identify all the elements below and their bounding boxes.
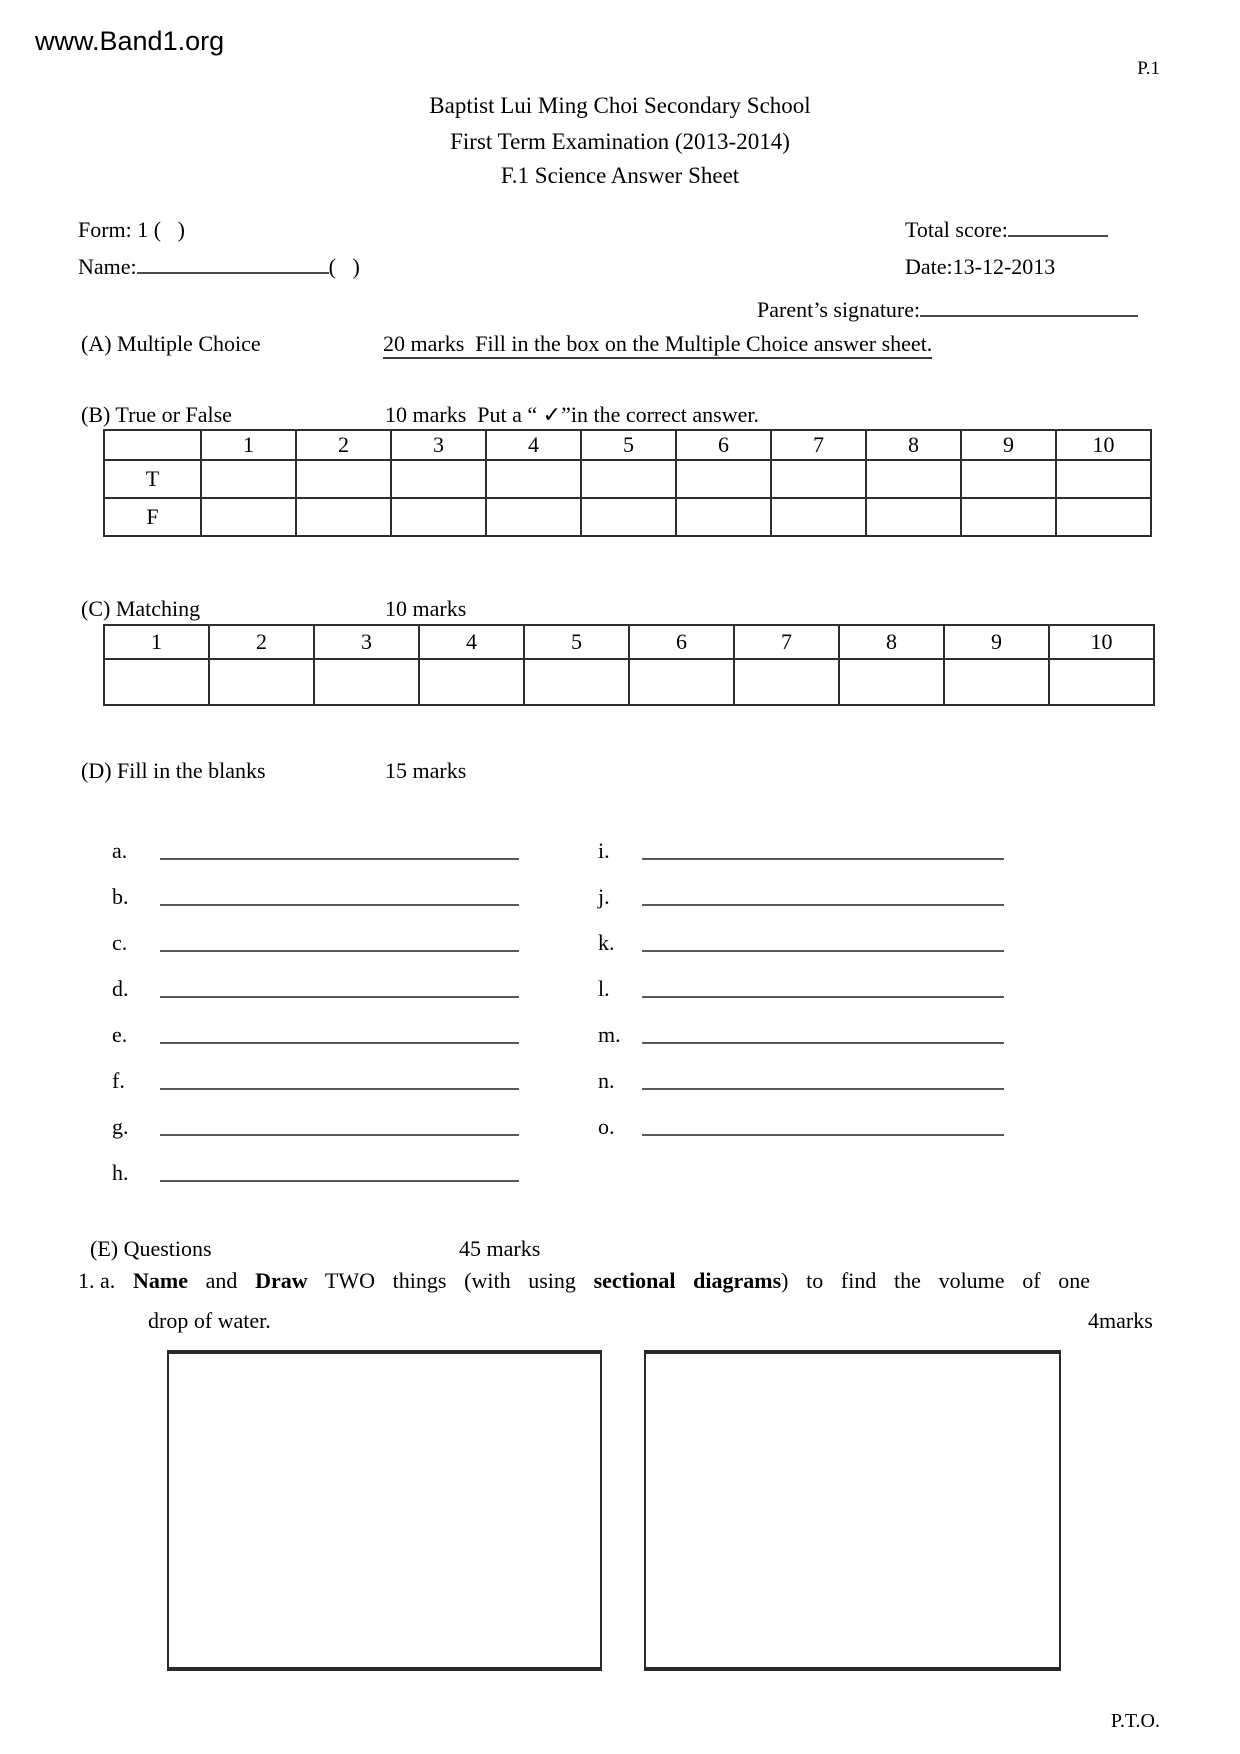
section-c-instruction: 10 marks <box>385 596 467 621</box>
tf-col-header: 10 <box>1056 430 1151 460</box>
tf-answer-cell[interactable] <box>866 460 961 498</box>
tf-col-header: 6 <box>676 430 771 460</box>
section-e-title: (E) Questions <box>90 1236 212 1261</box>
blank-answer-line[interactable] <box>160 904 519 906</box>
matching-answer-row <box>104 659 1154 705</box>
matching-col-header: 1 <box>104 625 209 659</box>
tf-col-header: 2 <box>296 430 391 460</box>
blank-letter-label: n. <box>598 1068 615 1093</box>
tf-answer-cell[interactable] <box>201 498 296 536</box>
matching-col-header: 8 <box>839 625 944 659</box>
section-a-instruction: 20 marks Fill in the box on the Multiple Choice answer sheet. <box>383 331 932 359</box>
matching-col-header: 6 <box>629 625 734 659</box>
blank-answer-line[interactable] <box>160 996 519 998</box>
matching-answer-cell[interactable] <box>524 659 629 705</box>
tf-answer-cell[interactable] <box>771 498 866 536</box>
parent-signature-label: Parent’s signature: <box>757 297 921 322</box>
blank-answer-line[interactable] <box>642 1088 1004 1090</box>
form-label: Form: 1 ( ) <box>78 217 185 242</box>
section-b-title: (B) True or False <box>81 402 232 427</box>
section-d-title: (D) Fill in the blanks <box>81 758 266 783</box>
matching-col-header: 3 <box>314 625 419 659</box>
question-1a-text-line2: drop of water. <box>148 1308 271 1333</box>
tf-answer-cell[interactable] <box>1056 498 1151 536</box>
question-1a-number: 1. a. <box>78 1268 116 1293</box>
tf-answer-cell[interactable] <box>391 460 486 498</box>
blank-letter-label: c. <box>112 930 128 955</box>
blank-answer-line[interactable] <box>160 1088 519 1090</box>
name-line[interactable] <box>137 254 329 274</box>
matching-answer-cell[interactable] <box>1049 659 1154 705</box>
blank-letter-label: a. <box>112 838 128 863</box>
blank-answer-line[interactable] <box>642 996 1004 998</box>
tf-col-header: 7 <box>771 430 866 460</box>
name-label: Name: <box>78 254 137 279</box>
blank-letter-label: h. <box>112 1160 129 1185</box>
blank-answer-line[interactable] <box>160 1134 519 1136</box>
total-score-line[interactable] <box>1008 217 1108 237</box>
tf-answer-cell[interactable] <box>961 460 1056 498</box>
blank-answer-line[interactable] <box>642 1134 1004 1136</box>
tf-answer-cell[interactable] <box>866 498 961 536</box>
matching-col-header: 7 <box>734 625 839 659</box>
parent-signature-line[interactable] <box>920 297 1138 317</box>
question-1a-marks: 4marks <box>1088 1308 1153 1333</box>
tf-answer-cell[interactable] <box>296 498 391 536</box>
name-field <box>78 254 360 279</box>
blank-answer-line[interactable] <box>160 1042 519 1044</box>
drawing-box-right[interactable] <box>644 1350 1061 1671</box>
matching-answer-cell[interactable] <box>209 659 314 705</box>
matching-answer-cell[interactable] <box>839 659 944 705</box>
tf-header-row <box>104 430 1151 460</box>
tf-answer-cell[interactable] <box>581 460 676 498</box>
matching-answer-cell[interactable] <box>629 659 734 705</box>
section-b-instruction: 10 marks Put a “ ✓”in the correct answer. <box>385 402 759 427</box>
blank-letter-label: k. <box>598 930 615 955</box>
blank-letter-label: f. <box>112 1068 125 1093</box>
blank-letter-label: o. <box>598 1114 615 1139</box>
matching-answer-cell[interactable] <box>944 659 1049 705</box>
matching-col-header: 9 <box>944 625 1049 659</box>
tf-false-row <box>104 498 1151 536</box>
tf-answer-cell[interactable] <box>961 498 1056 536</box>
tf-answer-cell[interactable] <box>581 498 676 536</box>
matching-answer-cell[interactable] <box>419 659 524 705</box>
tf-col-header: 3 <box>391 430 486 460</box>
blank-answer-line[interactable] <box>160 858 519 860</box>
tf-answer-cell[interactable] <box>486 460 581 498</box>
total-score-field <box>905 217 1108 242</box>
tf-answer-cell[interactable] <box>391 498 486 536</box>
true-false-table <box>103 429 1152 537</box>
matching-col-header: 2 <box>209 625 314 659</box>
tf-col-header: 1 <box>201 430 296 460</box>
matching-col-header: 4 <box>419 625 524 659</box>
section-e-instruction: 45 marks <box>459 1236 541 1261</box>
tf-answer-cell[interactable] <box>296 460 391 498</box>
section-a-title: (A) Multiple Choice <box>81 331 261 356</box>
sheet-title: F.1 Science Answer Sheet <box>500 163 740 188</box>
blank-letter-label: d. <box>112 976 129 1001</box>
tf-answer-cell[interactable] <box>486 498 581 536</box>
blank-letter-label: i. <box>598 838 610 863</box>
tf-answer-cell[interactable] <box>771 460 866 498</box>
tf-row-label-F: F <box>104 498 201 536</box>
tf-answer-cell[interactable] <box>676 498 771 536</box>
exam-title: First Term Examination (2013-2014) <box>450 129 790 154</box>
blank-letter-label: j. <box>598 884 610 909</box>
blank-letter-label: l. <box>598 976 610 1001</box>
blank-letter-label: m. <box>598 1022 621 1047</box>
tf-col-header: 4 <box>486 430 581 460</box>
page-number: P.1 <box>1137 58 1160 79</box>
blank-letter-label: g. <box>112 1114 129 1139</box>
date-label: Date:13-12-2013 <box>905 254 1056 279</box>
tf-true-row <box>104 460 1151 498</box>
blank-answer-line[interactable] <box>642 904 1004 906</box>
blank-answer-line[interactable] <box>160 1180 519 1182</box>
tf-col-header: 8 <box>866 430 961 460</box>
page-turn-over-label: P.T.O. <box>1110 1710 1160 1732</box>
matching-table <box>103 624 1155 706</box>
blank-letter-label: e. <box>112 1022 128 1047</box>
tf-row-label-T: T <box>104 460 201 498</box>
blank-answer-line[interactable] <box>642 1042 1004 1044</box>
section-d-instruction: 15 marks <box>385 758 467 783</box>
tf-corner-cell <box>104 430 201 460</box>
blank-letter-label: b. <box>112 884 129 909</box>
matching-answer-cell[interactable] <box>734 659 839 705</box>
matching-answer-cell[interactable] <box>104 659 209 705</box>
tf-col-header: 9 <box>961 430 1056 460</box>
matching-col-header: 10 <box>1049 625 1154 659</box>
drawing-box-left[interactable] <box>167 1350 602 1671</box>
matching-answer-cell[interactable] <box>314 659 419 705</box>
tf-answer-cell[interactable] <box>1056 460 1151 498</box>
parent-signature-field <box>757 297 1138 322</box>
blank-answer-line[interactable] <box>642 950 1004 952</box>
tf-answer-cell[interactable] <box>201 460 296 498</box>
section-c-title: (C) Matching <box>81 596 201 621</box>
matching-header-row <box>104 625 1154 659</box>
site-watermark: www.Band1.org <box>35 26 225 56</box>
name-paren: ( ) <box>328 254 360 279</box>
question-1a-text-line1: Name and Draw TWO things (with using sectional diagrams) to find the volume of one <box>133 1268 1090 1293</box>
blank-answer-line[interactable] <box>160 950 519 952</box>
school-name: Baptist Lui Ming Choi Secondary School <box>429 93 811 118</box>
tf-answer-cell[interactable] <box>676 460 771 498</box>
blank-answer-line[interactable] <box>642 858 1004 860</box>
total-score-label: Total score: <box>905 217 1008 242</box>
matching-col-header: 5 <box>524 625 629 659</box>
tf-col-header: 5 <box>581 430 676 460</box>
